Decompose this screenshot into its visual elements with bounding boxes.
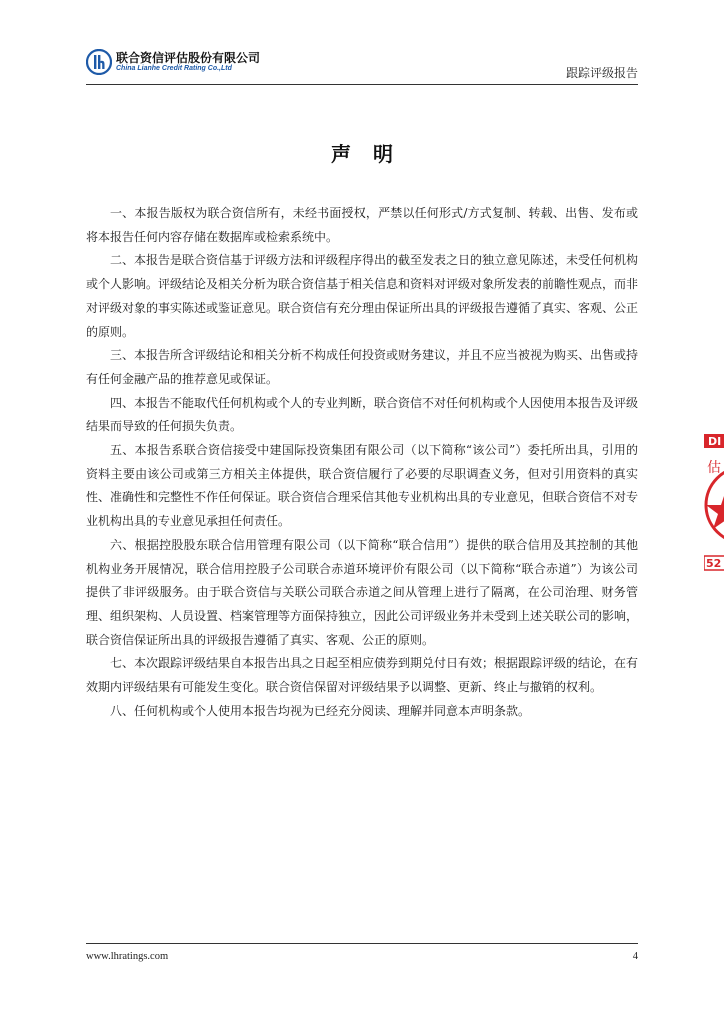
report-type-label: 跟踪评级报告 xyxy=(565,66,638,80)
footer-website[interactable]: www.lhratings.com xyxy=(86,951,169,962)
seal-text-bottom: 52 xyxy=(706,557,722,570)
seal-text-mid: 估 xyxy=(707,460,721,476)
seal-star-icon xyxy=(706,490,724,529)
seal-icon xyxy=(704,430,724,580)
statement-paragraph-6: 六、根据控股股东联合信用管理有限公司（以下简称“联合信用”）提供的联合信用及其控制的其他机构业务开展情况，联合信用控股子公司联合赤道环境评价有限公司（以下简称“联合赤道”）为该公司提供了非评级服务。由于联合资信与关联公司联合赤道之间从管理上进行了隔离，在公司治理、财务管理、组织架构、人员设置、档案管理等方面保持独立，因此公司评级业务并未受到上述关联公司的影响，联合资信保证所出具的评级报告遵循了真实、客观、公正的原则。 xyxy=(86,537,639,647)
seal-text-top: DI xyxy=(708,435,722,448)
red-seal-stamp xyxy=(704,430,724,580)
page-title: 声明 xyxy=(331,142,415,166)
statement-paragraph-1: 一、本报告版权为联合资信所有，未经书面授权，严禁以任何形式/方式复制、转载、出售、发布或将本报告任何内容存储在数据库或检索系统中。 xyxy=(86,206,639,244)
statement-paragraph-2: 二、本报告是联合资信基于评级方法和评级程序得出的截至发表之日的独立意见陈述，未受任何机构或个人影响。评级结论及相关分析为联合资信基于相关信息和资料对评级对象所发表的前瞻性观点，而非对评级对象的事实陈述或鉴证意见。联合资信有充分理由保证所出具的评级报告遵循了真实、客观、公正的原则。 xyxy=(86,253,639,339)
statement-paragraph-3: 三、本报告所含评级结论和相关分析不构成任何投资或财务建议，并且不应当被视为购买、出售或持有任何金融产品的推荐意见或保证。 xyxy=(86,348,639,386)
statement-paragraph-7: 七、本次跟踪评级结果自本报告出具之日起至相应债券到期兑付日有效；根据跟踪评级的结论，在有效期内评级结果有可能发生变化。联合资信保留对评级结果予以调整、更新、终止与撤销的权利。 xyxy=(86,656,639,695)
statement-paragraph-5: 五、本报告系联合资信接受中建国际投资集团有限公司（以下简称“该公司”）委托所出具，引用的资料主要由该公司或第三方相关主体提供，联合资信履行了必要的尽职调查义务，但对引用资料的真实性、准确性和完整性不作任何保证。联合资信合理采信其他专业机构出具的专业意见，但联合资信不对专业机构出具的专业意见承担任何责任。 xyxy=(86,443,639,529)
statement-body xyxy=(86,202,638,723)
page-number: 4 xyxy=(632,951,638,962)
page-header xyxy=(86,46,638,85)
statement-paragraph-4: 四、本报告不能取代任何机构或个人的专业判断，联合资信不对任何机构或个人因使用本报告及评级结果而导致的任何损失负责。 xyxy=(86,395,639,434)
page-footer xyxy=(86,943,638,962)
company-name-cn: 联合资信评估股份有限公司 xyxy=(116,51,261,65)
statement-paragraph-8: 八、任何机构或个人使用本报告均视为已经充分阅读、理解并同意本声明条款。 xyxy=(110,703,531,718)
lianhe-logo-icon xyxy=(86,49,112,75)
company-name-en: China Lianhe Credit Rating Co.,Ltd xyxy=(116,65,232,72)
